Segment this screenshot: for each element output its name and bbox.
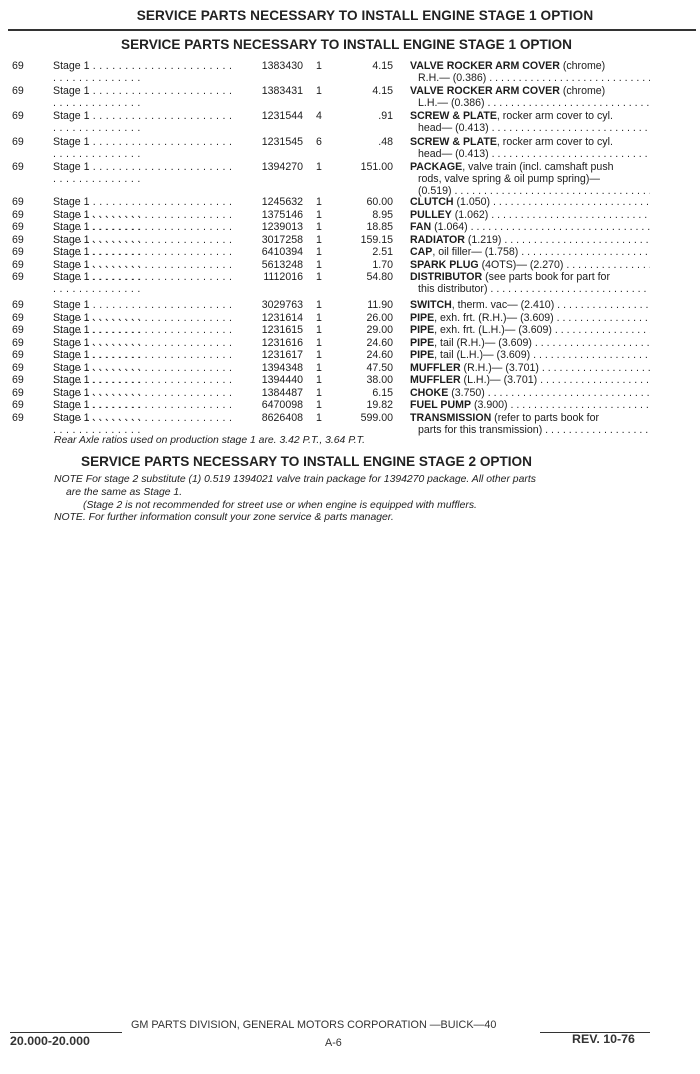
description-line: [410, 209, 650, 221]
price: 54.80: [366, 271, 393, 283]
stage2-note-line1: NOTE For stage 2 substitute (1) 0.519 1394021 valve train package for 1394270 package. All other parts: [54, 474, 536, 485]
part-name: SCREW & PLATE: [410, 136, 497, 148]
model-year: 69: [12, 271, 24, 283]
part-description: [410, 387, 650, 399]
part-detail: (3.750): [448, 387, 485, 399]
header-rule: [8, 29, 696, 31]
stage-label: Stage 1 . . .: [53, 312, 236, 336]
part-detail: , rocker arm cover to cyl.: [496, 110, 613, 122]
quantity: 1: [316, 259, 322, 271]
part-name: CHOKE: [410, 387, 449, 399]
description-continuation: R.H.— (0.386) . . .: [410, 72, 650, 84]
part-number: 8626408: [261, 412, 303, 424]
description-line: [410, 136, 650, 148]
part-detail: (refer to parts book for: [491, 412, 599, 424]
description-line: [410, 110, 650, 122]
part-description: [410, 110, 650, 134]
part-detail: , tail (R.H.)— (3.609): [434, 337, 532, 349]
footer-rule-left: [10, 1032, 122, 1033]
price: .48: [378, 136, 393, 148]
description-line: [410, 271, 650, 283]
description-line: [410, 362, 650, 374]
price: 19.82: [366, 399, 393, 411]
price: 24.60: [366, 337, 393, 349]
part-name: SCREW & PLATE: [410, 110, 497, 122]
description-continuation: (0.519) . . .: [410, 185, 650, 197]
stage-label: Stage 1 . . .: [53, 387, 236, 411]
part-name: RADIATOR: [410, 234, 465, 246]
part-number: 6470098: [261, 399, 303, 411]
description-continuation: this distributor) . . .: [410, 283, 650, 295]
price: 11.90: [367, 299, 393, 311]
part-name: PULLEY: [410, 209, 452, 221]
part-detail: (1.050): [453, 196, 491, 208]
part-number: 1231545: [261, 136, 303, 148]
part-detail: , tail (L.H.)— (3.609): [434, 349, 531, 361]
stage-label: Stage 1 . . .: [53, 349, 236, 373]
stage-label: Stage 1 . . .: [53, 299, 236, 323]
price: 2.51: [372, 246, 393, 258]
part-description: [410, 299, 650, 311]
model-year: 69: [12, 196, 24, 208]
description-line: [410, 349, 650, 361]
quantity: 1: [316, 161, 322, 173]
quantity: 1: [316, 234, 322, 246]
part-detail: (3.900): [471, 399, 508, 411]
part-detail: (see parts book for part for: [482, 271, 610, 283]
price: 8.95: [372, 209, 393, 221]
quantity: 1: [316, 349, 322, 361]
description-continuation: rods, valve spring & oil pump spring)—: [418, 173, 600, 185]
part-detail: (L.H.)— (3.701): [460, 374, 538, 386]
stage-label: Stage 1 . . .: [53, 60, 236, 84]
part-description: [410, 259, 650, 271]
price: 38.00: [366, 374, 393, 386]
description-line: [410, 299, 650, 311]
stage-label: Stage 1 . . .: [53, 136, 236, 160]
quantity: 1: [316, 271, 322, 283]
description-continuation: head— (0.413) . . .: [410, 148, 650, 160]
part-detail: (1.064): [431, 221, 468, 233]
part-number: 3029763: [261, 299, 303, 311]
price: 151.00: [360, 161, 393, 173]
model-year: 69: [12, 312, 24, 324]
part-description: [410, 374, 650, 386]
part-name: MUFFLER: [410, 374, 461, 386]
part-name: SWITCH: [410, 299, 452, 311]
part-description: [410, 234, 650, 246]
model-year: 69: [12, 136, 24, 148]
stage-label: Stage 1 . . .: [53, 246, 236, 270]
footer-publisher: GM PARTS DIVISION, GENERAL MOTORS CORPORATION —BUICK—40: [131, 1019, 497, 1031]
part-name: PIPE: [410, 349, 435, 361]
quantity: 1: [316, 299, 322, 311]
stage-label: Stage 1 . . .: [53, 362, 236, 386]
part-detail: , exh. frt. (R.H.)— (3.609): [434, 312, 554, 324]
description-line: [410, 85, 650, 97]
stage-label: Stage 1 . . .: [53, 337, 236, 361]
part-name: FUEL PUMP: [410, 399, 472, 411]
description-line: [410, 246, 650, 258]
quantity: 1: [316, 209, 322, 221]
part-description: [410, 312, 650, 324]
stage-label: Stage 1 . . .: [53, 324, 236, 348]
quantity: 1: [316, 246, 322, 258]
quantity: 1: [316, 60, 322, 72]
part-name: PIPE: [410, 312, 435, 324]
description-line: [410, 387, 650, 399]
quantity: 1: [316, 412, 322, 424]
part-description: [410, 362, 650, 374]
part-number: 1231544: [261, 110, 303, 122]
part-number: 1394348: [261, 362, 303, 374]
description-line: [410, 374, 650, 386]
model-year: 69: [12, 349, 24, 361]
part-description: [410, 412, 650, 436]
part-name: CAP: [410, 246, 433, 258]
description-line: [410, 337, 650, 349]
part-description: [410, 209, 650, 221]
model-year: 69: [12, 362, 24, 374]
part-number: 5613248: [261, 259, 303, 271]
part-number: 1394270: [261, 161, 303, 173]
quantity: 1: [316, 387, 322, 399]
part-detail: (R.H.)— (3.701): [460, 362, 539, 374]
part-number: 1231616: [261, 337, 303, 349]
price: 159.15: [360, 234, 393, 246]
part-number: 1112016: [263, 271, 303, 283]
quantity: 1: [316, 221, 322, 233]
quantity: 4: [316, 110, 322, 122]
model-year: 69: [12, 399, 24, 411]
part-name: CLUTCH: [410, 196, 454, 208]
description-line: [410, 60, 650, 72]
model-year: 69: [12, 110, 24, 122]
part-name: TRANSMISSION: [410, 412, 492, 424]
stage-label: Stage 1 . . .: [53, 259, 236, 283]
stage-label: Stage 1 . . .: [53, 209, 236, 233]
part-name: PIPE: [410, 337, 435, 349]
stage-label: Stage 1 . . .: [53, 271, 236, 295]
part-number: 1231615: [261, 324, 303, 336]
quantity: 1: [316, 374, 322, 386]
stage-label: Stage 1 . . .: [53, 85, 236, 109]
part-description: [410, 271, 650, 295]
quantity: 1: [316, 362, 322, 374]
part-number: 1245632: [261, 196, 303, 208]
part-detail: , valve train (incl. camshaft push: [462, 161, 614, 173]
quantity: 6: [316, 136, 322, 148]
further-info-note: NOTE. For further information consult your zone service & parts manager.: [54, 512, 394, 523]
stage2-warning-note: (Stage 2 is not recommended for street use or when engine is equipped with mufflers.: [83, 500, 477, 511]
part-number: 1383430: [261, 60, 303, 72]
stage-label: Stage 1 . . .: [53, 399, 236, 423]
part-name: FAN: [410, 221, 432, 233]
part-name: PIPE: [410, 324, 435, 336]
stage-label: Stage 1 . . .: [53, 221, 236, 245]
quantity: 1: [316, 337, 322, 349]
price: 6.15: [372, 387, 393, 399]
description-line: [410, 324, 650, 336]
price: 26.00: [366, 312, 393, 324]
part-name: PACKAGE: [410, 161, 463, 173]
footer-page-number: A-6: [325, 1037, 342, 1049]
part-description: [410, 85, 650, 109]
quantity: 1: [316, 324, 322, 336]
model-year: 69: [12, 234, 24, 246]
part-number: 1231617: [261, 349, 303, 361]
model-year: 69: [12, 209, 24, 221]
part-number: 1239013: [261, 221, 303, 233]
price: 60.00: [366, 196, 393, 208]
part-number: 1384487: [261, 387, 303, 399]
part-detail: (chrome): [559, 85, 606, 97]
model-year: 69: [12, 60, 24, 72]
section-title-stage-2: SERVICE PARTS NECESSARY TO INSTALL ENGINE STAGE 2 OPTION: [81, 454, 532, 469]
model-year: 69: [12, 161, 24, 173]
stage2-note-line2: are the same as Stage 1.: [66, 487, 183, 498]
price: 599.00: [360, 412, 393, 424]
price: 47.50: [366, 362, 393, 374]
stage-label: Stage 1 . . .: [53, 412, 236, 436]
part-name: SPARK PLUG: [410, 259, 479, 271]
description-line: [410, 221, 650, 233]
part-detail: , therm. vac— (2.410): [451, 299, 555, 311]
description-line: [410, 399, 650, 411]
description-line: [410, 312, 650, 324]
footer-revision: REV. 10-76: [572, 1032, 635, 1046]
part-description: [410, 399, 650, 411]
model-year: 69: [12, 246, 24, 258]
part-detail: , rocker arm cover to cyl.: [496, 136, 613, 148]
description-continuation: L.H.— (0.386) . . .: [410, 97, 650, 109]
model-year: 69: [12, 299, 24, 311]
part-name: MUFFLER: [410, 362, 461, 374]
part-detail: , oil filler— (1.758): [432, 246, 519, 258]
part-number: 1231614: [261, 312, 303, 324]
stage-label: Stage 1 . . .: [53, 196, 236, 220]
part-name: DISTRIBUTOR: [410, 271, 483, 283]
part-detail: (1.062): [451, 209, 489, 221]
part-detail: , exh. frt. (L.H.)— (3.609): [434, 324, 552, 336]
model-year: 69: [12, 412, 24, 424]
part-description: [410, 324, 650, 336]
part-detail: (4OTS)— (2.270): [478, 259, 564, 271]
footer-group-range: 20.000-20.000: [10, 1034, 90, 1048]
part-description: [410, 161, 650, 197]
part-number: 3017258: [261, 234, 303, 246]
running-page-title: SERVICE PARTS NECESSARY TO INSTALL ENGINE STAGE 1 OPTION: [136, 8, 594, 23]
quantity: 1: [316, 85, 322, 97]
stage-label: Stage 1 . . .: [53, 161, 236, 185]
price: 24.60: [366, 349, 393, 361]
stage-label: Stage 1 . . .: [53, 234, 236, 258]
part-description: [410, 221, 650, 233]
price: 1.70: [372, 259, 393, 271]
price: 4.15: [372, 85, 393, 97]
part-name: VALVE ROCKER ARM COVER: [410, 60, 560, 72]
stage-label: Stage 1 . . .: [53, 374, 236, 398]
part-number: 6410394: [261, 246, 303, 258]
quantity: 1: [316, 399, 322, 411]
model-year: 69: [12, 221, 24, 233]
part-description: [410, 196, 650, 208]
description-line: [410, 161, 650, 173]
description-line: [410, 196, 650, 208]
quantity: 1: [316, 312, 322, 324]
description-line: [410, 234, 650, 246]
model-year: 69: [12, 337, 24, 349]
part-number: 1394440: [261, 374, 303, 386]
model-year: 69: [12, 374, 24, 386]
rear-axle-note: Rear Axle ratios used on production stage 1 are. 3.42 P.T., 3.64 P.T.: [54, 435, 365, 446]
price: 4.15: [372, 60, 393, 72]
part-description: [410, 246, 650, 258]
part-description: [410, 60, 650, 84]
part-description: [410, 337, 650, 349]
description-continuation: parts for this transmission) . . .: [410, 424, 650, 436]
part-name: VALVE ROCKER ARM COVER: [410, 85, 560, 97]
price: 29.00: [366, 324, 393, 336]
description-continuation: head— (0.413) . . .: [410, 122, 650, 134]
part-description: [410, 136, 650, 160]
quantity: 1: [316, 196, 322, 208]
part-detail: (chrome): [559, 60, 606, 72]
part-detail: (1.219): [464, 234, 502, 246]
section-title-stage-1: SERVICE PARTS NECESSARY TO INSTALL ENGINE STAGE 1 OPTION: [121, 37, 572, 52]
model-year: 69: [12, 387, 24, 399]
price: 18.85: [366, 221, 393, 233]
description-line: [410, 412, 650, 424]
price: .91: [378, 110, 393, 122]
stage-label: Stage 1 . . .: [53, 110, 236, 134]
part-description: [410, 349, 650, 361]
model-year: 69: [12, 85, 24, 97]
model-year: 69: [12, 259, 24, 271]
part-number: 1375146: [261, 209, 303, 221]
description-line: [410, 259, 650, 271]
model-year: 69: [12, 324, 24, 336]
part-number: 1383431: [261, 85, 303, 97]
